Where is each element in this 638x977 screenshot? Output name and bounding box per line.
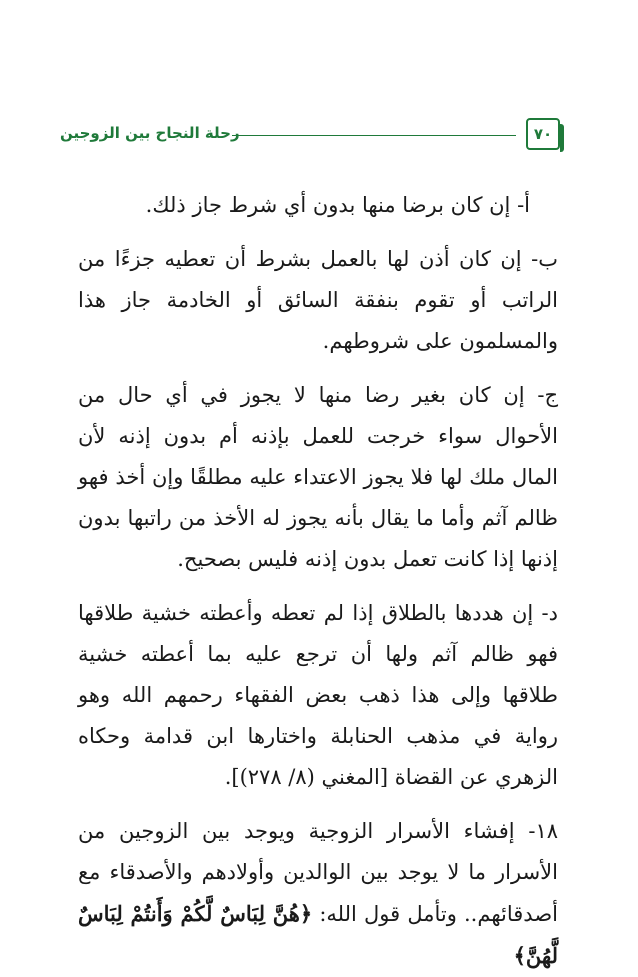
page-number: ٧٠ (526, 118, 560, 150)
header-divider (232, 135, 516, 136)
paragraph-d: د- إن هددها بالطلاق إذا لم تعطه وأعطته خشية طلاقها فهو ظالم آثم ولها أن ترجع عليه بما أعطته خشية طلاقها وإلى هذا ذهب بعض الفقهاء رحمهم الله وهو رواية في مذهب الحنابلة واختارها ابن قدامة وحكاه الزهري عن القضاة [المغني (٨/ ٢٧٨)]. (78, 601, 558, 789)
page-header (60, 118, 560, 152)
paragraph-18 (78, 811, 558, 977)
page-body (78, 185, 558, 977)
paragraph-a: أ- إن كان برضا منها بدون أي شرط جاز ذلك. (145, 193, 530, 217)
quran-verse: ﴿هُنَّ لِبَاسٌ لَّكُمْ وَأَنتُمْ لِبَاسٌ لَّهُنَّ﴾ (78, 901, 558, 968)
paragraph-c: ج- إن كان بغير رضا منها لا يجوز في أي حال من الأحوال سواء خرجت للعمل بإذنه أم بدون إذنه لأن المال ملك لها فلا يجوز الاعتداء عليه مطلقًا وإن أخذ فهو ظالم آثم وأما ما يقال بأنه يجوز له الأخذ من راتبها بدون إذنها إذا كانت تعمل بدون إذنه فليس بصحيح. (78, 383, 558, 571)
paragraph-b: ب- إن كان أذن لها بالعمل بشرط أن تعطيه جزءًا من الراتب أو تقوم بنفقة السائق أو الخادمة جاز هذا والمسلمون على شروطهم. (78, 247, 558, 353)
paragraph-18-text: ١٨- إفشاء الأسرار الزوجية ويوجد بين الزوجين من الأسرار ما لا يوجد بين الوالدين وأولادهم والأصدقاء مع أصدقائهم.. وتأمل قول الله: (78, 819, 558, 926)
book-title: رحلة النجاح بين الزوجين (60, 124, 240, 142)
